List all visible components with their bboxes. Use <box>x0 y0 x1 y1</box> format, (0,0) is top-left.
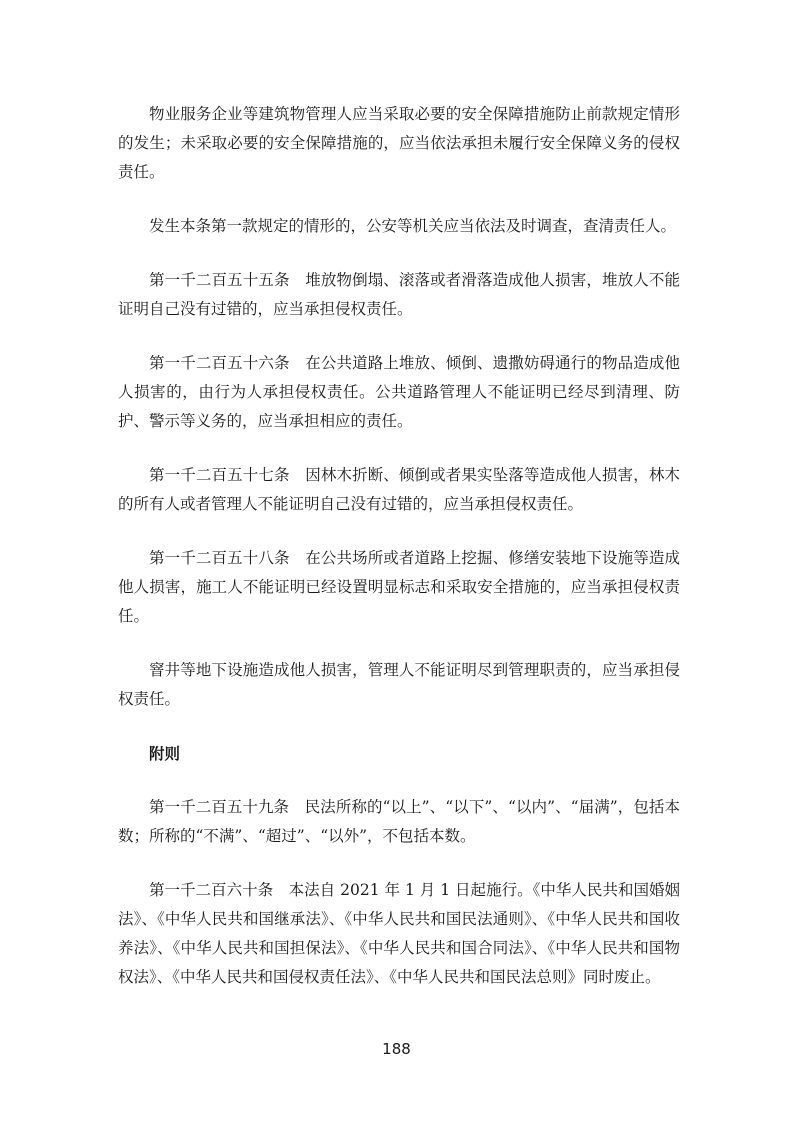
paragraph: 窨井等地下设施造成他人损害，管理人不能证明尽到管理职责的，应当承担侵权责任。 <box>118 661 680 708</box>
article-1255: 第一千二百五十五条 堆放物倒塌、滚落或者滑落造成他人损害，堆放人不能证明自己没有过错的，应当承担侵权责任。 <box>118 271 680 318</box>
article-1259: 第一千二百五十九条 民法所称的“以上”、“以下”、“以内”、“届满”，包括本数；所称的“不满”、“超过”、“以外”，不包括本数。 <box>118 798 680 845</box>
article-1258: 第一千二百五十八条 在公共场所或者道路上挖掘、修缮安装地下设施等造成他人损害，施工人不能证明已经设置明显标志和采取安全措施的，应当承担侵权责任。 <box>118 549 680 625</box>
paragraph: 发生本条第一款规定的情形的，公安等机关应当依法及时调查，查清责任人。 <box>149 217 677 235</box>
page-number: 188 <box>382 1040 411 1058</box>
document-body <box>118 100 680 1017</box>
section-heading: 附则 <box>149 744 181 763</box>
article-1260: 第一千二百六十条 本法自 2021 年 1 月 1 日起施行。《中华人民共和国婚姻法》、《中华人民共和国继承法》、《中华人民共和国民法通则》、《中华人民共和国收养法》、《中华人民共和国担保法》、《中华人民共和国合同法》、《中华人民共和国物权法》、《中华人民共和国侵权责任法》、《中华人民共和国民法总则》同时废止。 <box>118 881 680 986</box>
paragraph: 物业服务企业等建筑物管理人应当采取必要的安全保障措施防止前款规定情形的发生；未采取必要的安全保障措施的，应当依法承担未履行安全保障义务的侵权责任。 <box>118 105 680 181</box>
article-1257: 第一千二百五十七条 因林木折断、倾倒或者果实坠落等造成他人损害，林木的所有人或者管理人不能证明自己没有过错的，应当承担侵权责任。 <box>118 466 680 513</box>
article-1256: 第一千二百五十六条 在公共道路上堆放、倾倒、遗撒妨碍通行的物品造成他人损害的，由行为人承担侵权责任。公共道路管理人不能证明已经尽到清理、防护、警示等义务的，应当承担相应的责任。 <box>118 354 680 430</box>
